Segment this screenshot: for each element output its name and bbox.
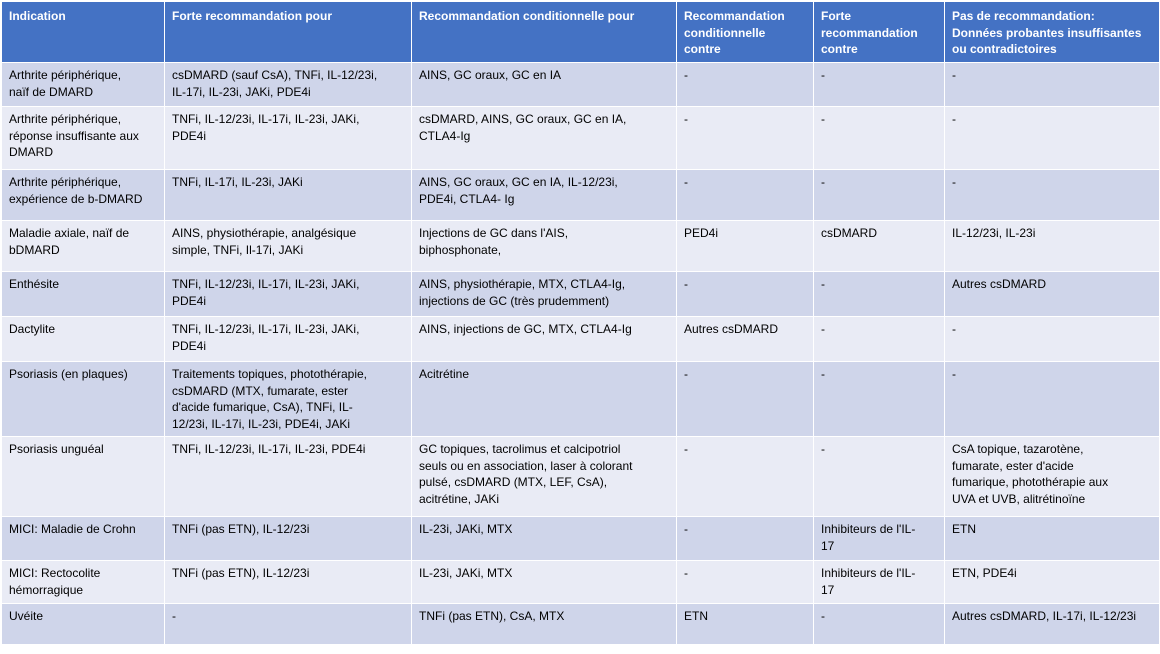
- strong-against-cell: -: [814, 317, 945, 362]
- table-row: [2, 517, 1160, 561]
- conditional-against-cell: -: [677, 517, 814, 561]
- table-row: [2, 170, 1160, 221]
- conditional-for-cell: IL-23i, JAKi, MTX: [412, 517, 677, 561]
- table-body: [2, 63, 1160, 645]
- table-header: [2, 2, 1160, 63]
- no-recommendation-cell: ETN: [945, 517, 1160, 561]
- indication-cell: Maladie axiale, naïf de bDMARD: [2, 221, 165, 272]
- indication-cell: MICI: Maladie de Crohn: [2, 517, 165, 561]
- strong-against-cell: -: [814, 604, 945, 645]
- table-row: [2, 561, 1160, 604]
- strong-for-cell: TNFi, IL-12/23i, IL-17i, IL-23i, JAKi, PDE4i: [165, 107, 412, 170]
- no-recommendation-cell: Autres csDMARD, IL-17i, IL-12/23i: [945, 604, 1160, 645]
- indication-cell: Uvéite: [2, 604, 165, 645]
- indication-cell: Dactylite: [2, 317, 165, 362]
- conditional-against-cell: -: [677, 561, 814, 604]
- header-conditional-for: Recommandation conditionnelle pour: [412, 2, 677, 63]
- no-recommendation-cell: -: [945, 170, 1160, 221]
- conditional-for-cell: TNFi (pas ETN), CsA, MTX: [412, 604, 677, 645]
- header-no-recommendation: Pas de recommandation: Données probantes insuffisantes ou contradictoires: [945, 2, 1160, 63]
- indication-cell: Enthésite: [2, 272, 165, 317]
- table-row: [2, 63, 1160, 107]
- no-recommendation-cell: -: [945, 362, 1160, 437]
- conditional-for-cell: GC topiques, tacrolimus et calcipotriol seuls ou en association, laser à colorant pulsé, csDMARD (MTX, LEF, CsA), acitrétine, JAKi: [412, 437, 677, 517]
- indication-cell: Arthrite périphérique, expérience de b-DMARD: [2, 170, 165, 221]
- strong-for-cell: Traitements topiques, photothérapie, csDMARD (MTX, fumarate, ester d'acide fumarique, CsA), TNFi, IL- 12/23i, IL-17i, IL-23i, PDE4i, JAKi: [165, 362, 412, 437]
- strong-for-cell: TNFi (pas ETN), IL-12/23i: [165, 517, 412, 561]
- strong-against-cell: -: [814, 63, 945, 107]
- strong-for-cell: csDMARD (sauf CsA), TNFi, IL-12/23i, IL-17i, IL-23i, JAKi, PDE4i: [165, 63, 412, 107]
- strong-for-cell: TNFi, IL-12/23i, IL-17i, IL-23i, JAKi, PDE4i: [165, 317, 412, 362]
- strong-against-cell: -: [814, 272, 945, 317]
- strong-against-cell: Inhibiteurs de l'IL- 17: [814, 561, 945, 604]
- conditional-for-cell: AINS, GC oraux, GC en IA: [412, 63, 677, 107]
- table-row: [2, 604, 1160, 645]
- no-recommendation-cell: IL-12/23i, IL-23i: [945, 221, 1160, 272]
- conditional-for-cell: Acitrétine: [412, 362, 677, 437]
- conditional-for-cell: AINS, GC oraux, GC en IA, IL-12/23i, PDE4i, CTLA4- Ig: [412, 170, 677, 221]
- conditional-for-cell: Injections de GC dans l'AIS, biphosphonate,: [412, 221, 677, 272]
- conditional-against-cell: PED4i: [677, 221, 814, 272]
- table-row: [2, 362, 1160, 437]
- table-row: [2, 437, 1160, 517]
- table-row: [2, 317, 1160, 362]
- indication-cell: Psoriasis (en plaques): [2, 362, 165, 437]
- header-strong-against: Forte recommandation contre: [814, 2, 945, 63]
- conditional-against-cell: -: [677, 362, 814, 437]
- strong-for-cell: TNFi, IL-17i, IL-23i, JAKi: [165, 170, 412, 221]
- strong-for-cell: TNFi, IL-12/23i, IL-17i, IL-23i, JAKi, PDE4i: [165, 272, 412, 317]
- strong-against-cell: -: [814, 437, 945, 517]
- table-row: [2, 221, 1160, 272]
- header-row: [2, 2, 1160, 63]
- conditional-against-cell: -: [677, 63, 814, 107]
- strong-against-cell: -: [814, 107, 945, 170]
- conditional-for-cell: AINS, injections de GC, MTX, CTLA4-Ig: [412, 317, 677, 362]
- table-row: [2, 272, 1160, 317]
- indication-cell: Arthrite périphérique, réponse insuffisante aux DMARD: [2, 107, 165, 170]
- strong-against-cell: -: [814, 170, 945, 221]
- conditional-for-cell: IL-23i, JAKi, MTX: [412, 561, 677, 604]
- conditional-against-cell: -: [677, 272, 814, 317]
- indication-cell: Arthrite périphérique, naïf de DMARD: [2, 63, 165, 107]
- no-recommendation-cell: CsA topique, tazarotène, fumarate, ester d'acide fumarique, photothérapie aux UVA et UVB, alitrétinoïne: [945, 437, 1160, 517]
- no-recommendation-cell: -: [945, 63, 1160, 107]
- header-indication: Indication: [2, 2, 165, 63]
- strong-against-cell: Inhibiteurs de l'IL- 17: [814, 517, 945, 561]
- conditional-against-cell: Autres csDMARD: [677, 317, 814, 362]
- conditional-for-cell: csDMARD, AINS, GC oraux, GC en IA, CTLA4-Ig: [412, 107, 677, 170]
- conditional-against-cell: -: [677, 107, 814, 170]
- header-strong-for: Forte recommandation pour: [165, 2, 412, 63]
- recommendation-table: [1, 1, 1160, 645]
- no-recommendation-cell: -: [945, 107, 1160, 170]
- no-recommendation-cell: -: [945, 317, 1160, 362]
- no-recommendation-cell: Autres csDMARD: [945, 272, 1160, 317]
- strong-for-cell: TNFi, IL-12/23i, IL-17i, IL-23i, PDE4i: [165, 437, 412, 517]
- conditional-against-cell: -: [677, 170, 814, 221]
- strong-against-cell: csDMARD: [814, 221, 945, 272]
- strong-for-cell: TNFi (pas ETN), IL-12/23i: [165, 561, 412, 604]
- table-row: [2, 107, 1160, 170]
- conditional-against-cell: ETN: [677, 604, 814, 645]
- conditional-against-cell: -: [677, 437, 814, 517]
- strong-for-cell: AINS, physiothérapie, analgésique simple, TNFi, Il-17i, JAKi: [165, 221, 412, 272]
- strong-against-cell: -: [814, 362, 945, 437]
- strong-for-cell: -: [165, 604, 412, 645]
- no-recommendation-cell: ETN, PDE4i: [945, 561, 1160, 604]
- indication-cell: MICI: Rectocolite hémorragique: [2, 561, 165, 604]
- conditional-for-cell: AINS, physiothérapie, MTX, CTLA4-Ig, injections de GC (très prudemment): [412, 272, 677, 317]
- header-conditional-against: Recommandation conditionnelle contre: [677, 2, 814, 63]
- indication-cell: Psoriasis unguéal: [2, 437, 165, 517]
